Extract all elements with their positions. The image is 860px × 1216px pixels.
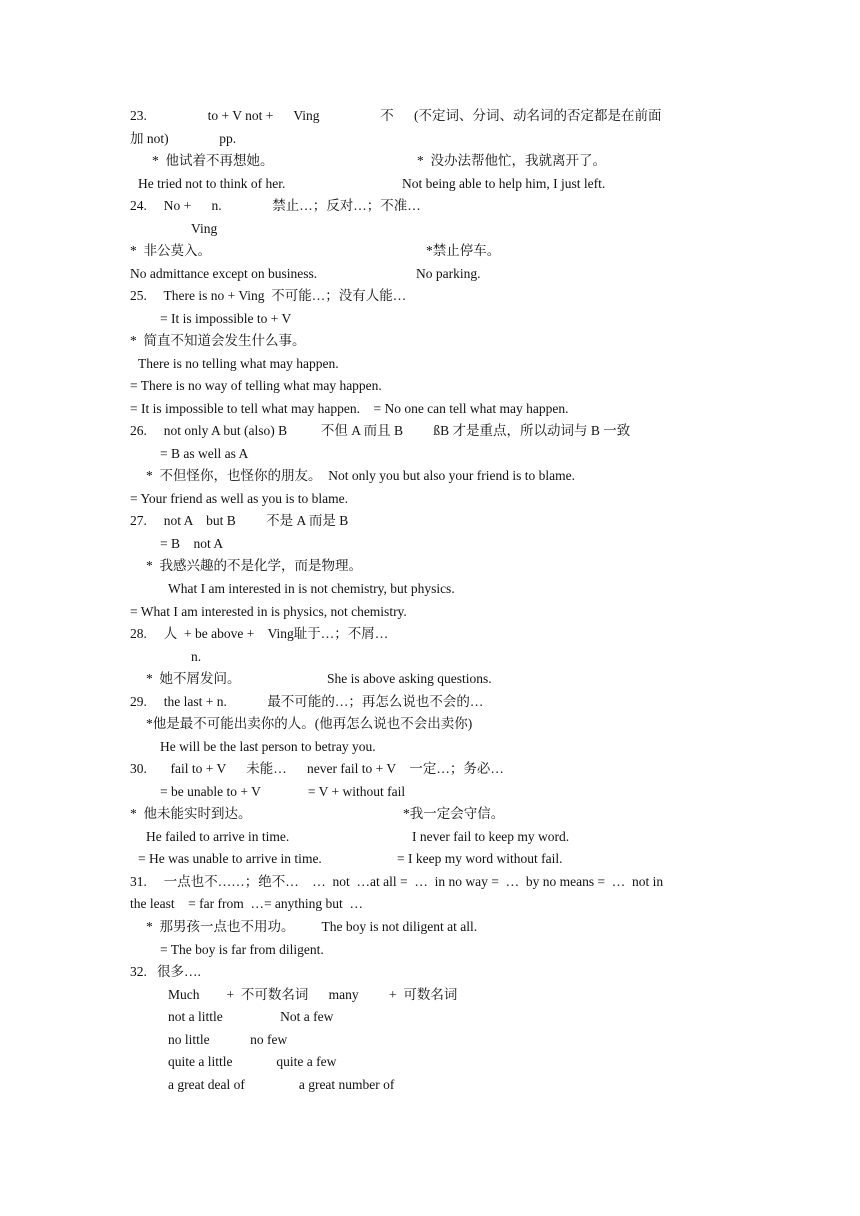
text-line: = There is no way of telling what may happen. <box>130 378 382 393</box>
text-line: = Your friend as well as you is to blame. <box>130 491 348 506</box>
text-line: 加 not) pp. <box>130 131 237 146</box>
text-line: = What I am interested in is physics, not chemistry. <box>130 604 407 619</box>
text-line: n. <box>191 649 202 664</box>
text-line: 27. not A but B 不是 A 而是 B <box>130 513 349 528</box>
text-line: * 他未能实时到达。 <box>130 806 252 821</box>
text-line: No parking. <box>416 266 481 281</box>
text-line: 24. No + n. 禁止…；反对…；不准… <box>130 198 421 213</box>
text-line: no little no few <box>168 1032 288 1047</box>
text-line: * 非公莫入。 <box>130 243 211 258</box>
text-line: What I am interested in is not chemistry, but physics. <box>168 581 455 596</box>
text-line: = be unable to + V = V + without fail <box>160 784 406 799</box>
text-line: 28. 人 + be above + Ving耻于…；不屑… <box>130 626 389 641</box>
text-line: Much + 不可数名词 many + 可数名词 <box>168 987 458 1002</box>
text-line: No admittance except on business. <box>130 266 318 281</box>
text-line: *禁止停车。 <box>426 243 501 258</box>
text-line: * 我感兴趣的不是化学，而是物理。 <box>146 558 362 573</box>
text-line: Not being able to help him, I just left. <box>402 176 606 191</box>
text-line: Ving <box>191 221 218 236</box>
text-line: He failed to arrive in time. <box>146 829 290 844</box>
text-line: I never fail to keep my word. <box>412 829 570 844</box>
text-line: a great deal of a great number of <box>168 1077 395 1092</box>
text-line: *我一定会守信。 <box>403 806 505 821</box>
text-line: * 那男孩一点也不用功。 The boy is not diligent at all. <box>146 919 478 934</box>
text-line: not a little Not a few <box>168 1009 334 1024</box>
text-line: * 她不屑发问。 <box>146 671 241 686</box>
text-line: = It is impossible to tell what may happen. = No one can tell what may happen. <box>130 401 569 416</box>
text-line: There is no telling what may happen. <box>138 356 339 371</box>
text-line: 25. There is no + Ving 不可能…；没有人能… <box>130 288 407 303</box>
text-line: 26. not only A but (also) B 不但 A 而且 B ßB 才是重点，所以动词与 B 一致 <box>130 423 631 438</box>
text-line: * 不但怪你，也怪你的朋友。 Not only you but also your friend is to blame. <box>146 468 575 483</box>
text-line: = I keep my word without fail. <box>397 851 563 866</box>
text-line: He tried not to think of her. <box>138 176 286 191</box>
text-line: = B not A <box>160 536 224 551</box>
text-line: 31. 一点也不……；绝不… … not …at all = … in no way = … by no means = … not in <box>130 874 664 889</box>
text-line: 23. to + V not + Ving 不 (不定词、分词、动名词的否定都是在前面 <box>130 108 662 123</box>
text-line: = He was unable to arrive in time. <box>138 851 322 866</box>
text-line: He will be the last person to betray you. <box>160 739 376 754</box>
text-line: 32. 很多…. <box>130 964 201 979</box>
text-line: * 他试着不再想她。 <box>152 153 274 168</box>
text-line: 30. fail to + V 未能… never fail to + V 一定…；务必… <box>130 761 504 776</box>
text-line: *他是最不可能出卖你的人。(他再怎么说也不会出卖你) <box>146 716 473 731</box>
text-line: 29. the last + n. 最不可能的…；再怎么说也不会的… <box>130 694 484 709</box>
text-line: * 没办法帮他忙，我就离开了。 <box>417 153 606 168</box>
text-line: = The boy is far from diligent. <box>160 942 324 957</box>
text-line: = B as well as A <box>160 446 249 461</box>
text-line: = It is impossible to + V <box>160 311 292 326</box>
text-line: She is above asking questions. <box>327 671 492 686</box>
text-line: quite a little quite a few <box>168 1054 337 1069</box>
text-line: the least = far from …= anything but … <box>130 896 364 911</box>
text-line: * 简直不知道会发生什么事。 <box>130 333 306 348</box>
